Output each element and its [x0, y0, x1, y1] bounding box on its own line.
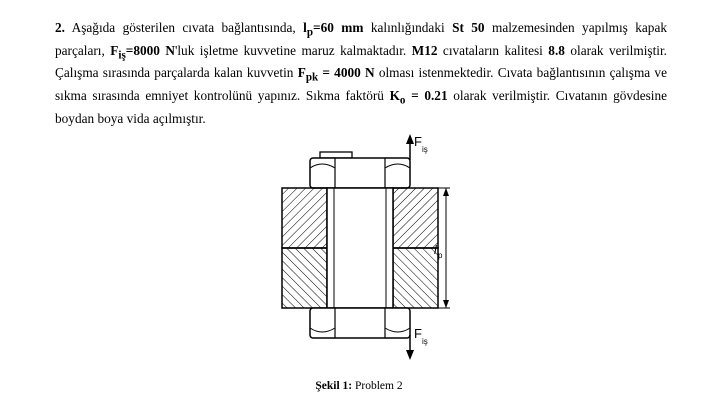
problem-statement: 2. Aşağıda gösterilen cıvata bağlantısında, $l_p=60$ mm kalınlığındaki St 50 malzemesinden yapılmış kapak parçaları, $F_{iş}=8000$ N'luk işletme kuvvetine maruz kalmaktadır. M12 cıvataların kalitesi 8.8 olarak verilmiştir. Çalışma sırasında parçalarda kalan kuvvetin $F_{pk} = 4000$ N olması istenmektedir. Cıvata bağlantısının çalışma ve sıkma sırasında emniyet kontrolünü yapınız. Sıkma faktörü $K_o = 0.21$ olarak verilmiştir. Cıvatanın gövdesine boydan boya vida açılmıştır. [55, 20, 668, 126]
plate-thickness: $l_p=60$ mm [303, 20, 364, 39]
top-force-arrow [406, 134, 428, 160]
material: St 50 [452, 20, 485, 35]
length-label: l [434, 243, 437, 257]
tightening-factor: $K_o = 0.21$ [389, 87, 448, 107]
top-force-label: F [414, 134, 422, 149]
problem-number: 2. [55, 20, 65, 35]
working-force: $F_{iş}=8000$ N [110, 42, 175, 62]
top-nut [310, 152, 410, 188]
residual-force: $F_{pk} = 4000$ N [297, 65, 375, 84]
bolt-shank [327, 188, 393, 308]
bottom-force-sub: iş [422, 337, 428, 346]
bolt-joint-figure [270, 130, 460, 360]
top-force-sub: iş [422, 145, 428, 154]
bottom-force-label: F [414, 326, 422, 341]
figure-caption: Şekil 1: Problem 2 [315, 380, 403, 392]
bolt-quality: 8.8 [548, 42, 565, 58]
length-sub: p [438, 251, 443, 260]
bolt-size: M12 [411, 42, 438, 58]
bolt-head [310, 308, 410, 338]
